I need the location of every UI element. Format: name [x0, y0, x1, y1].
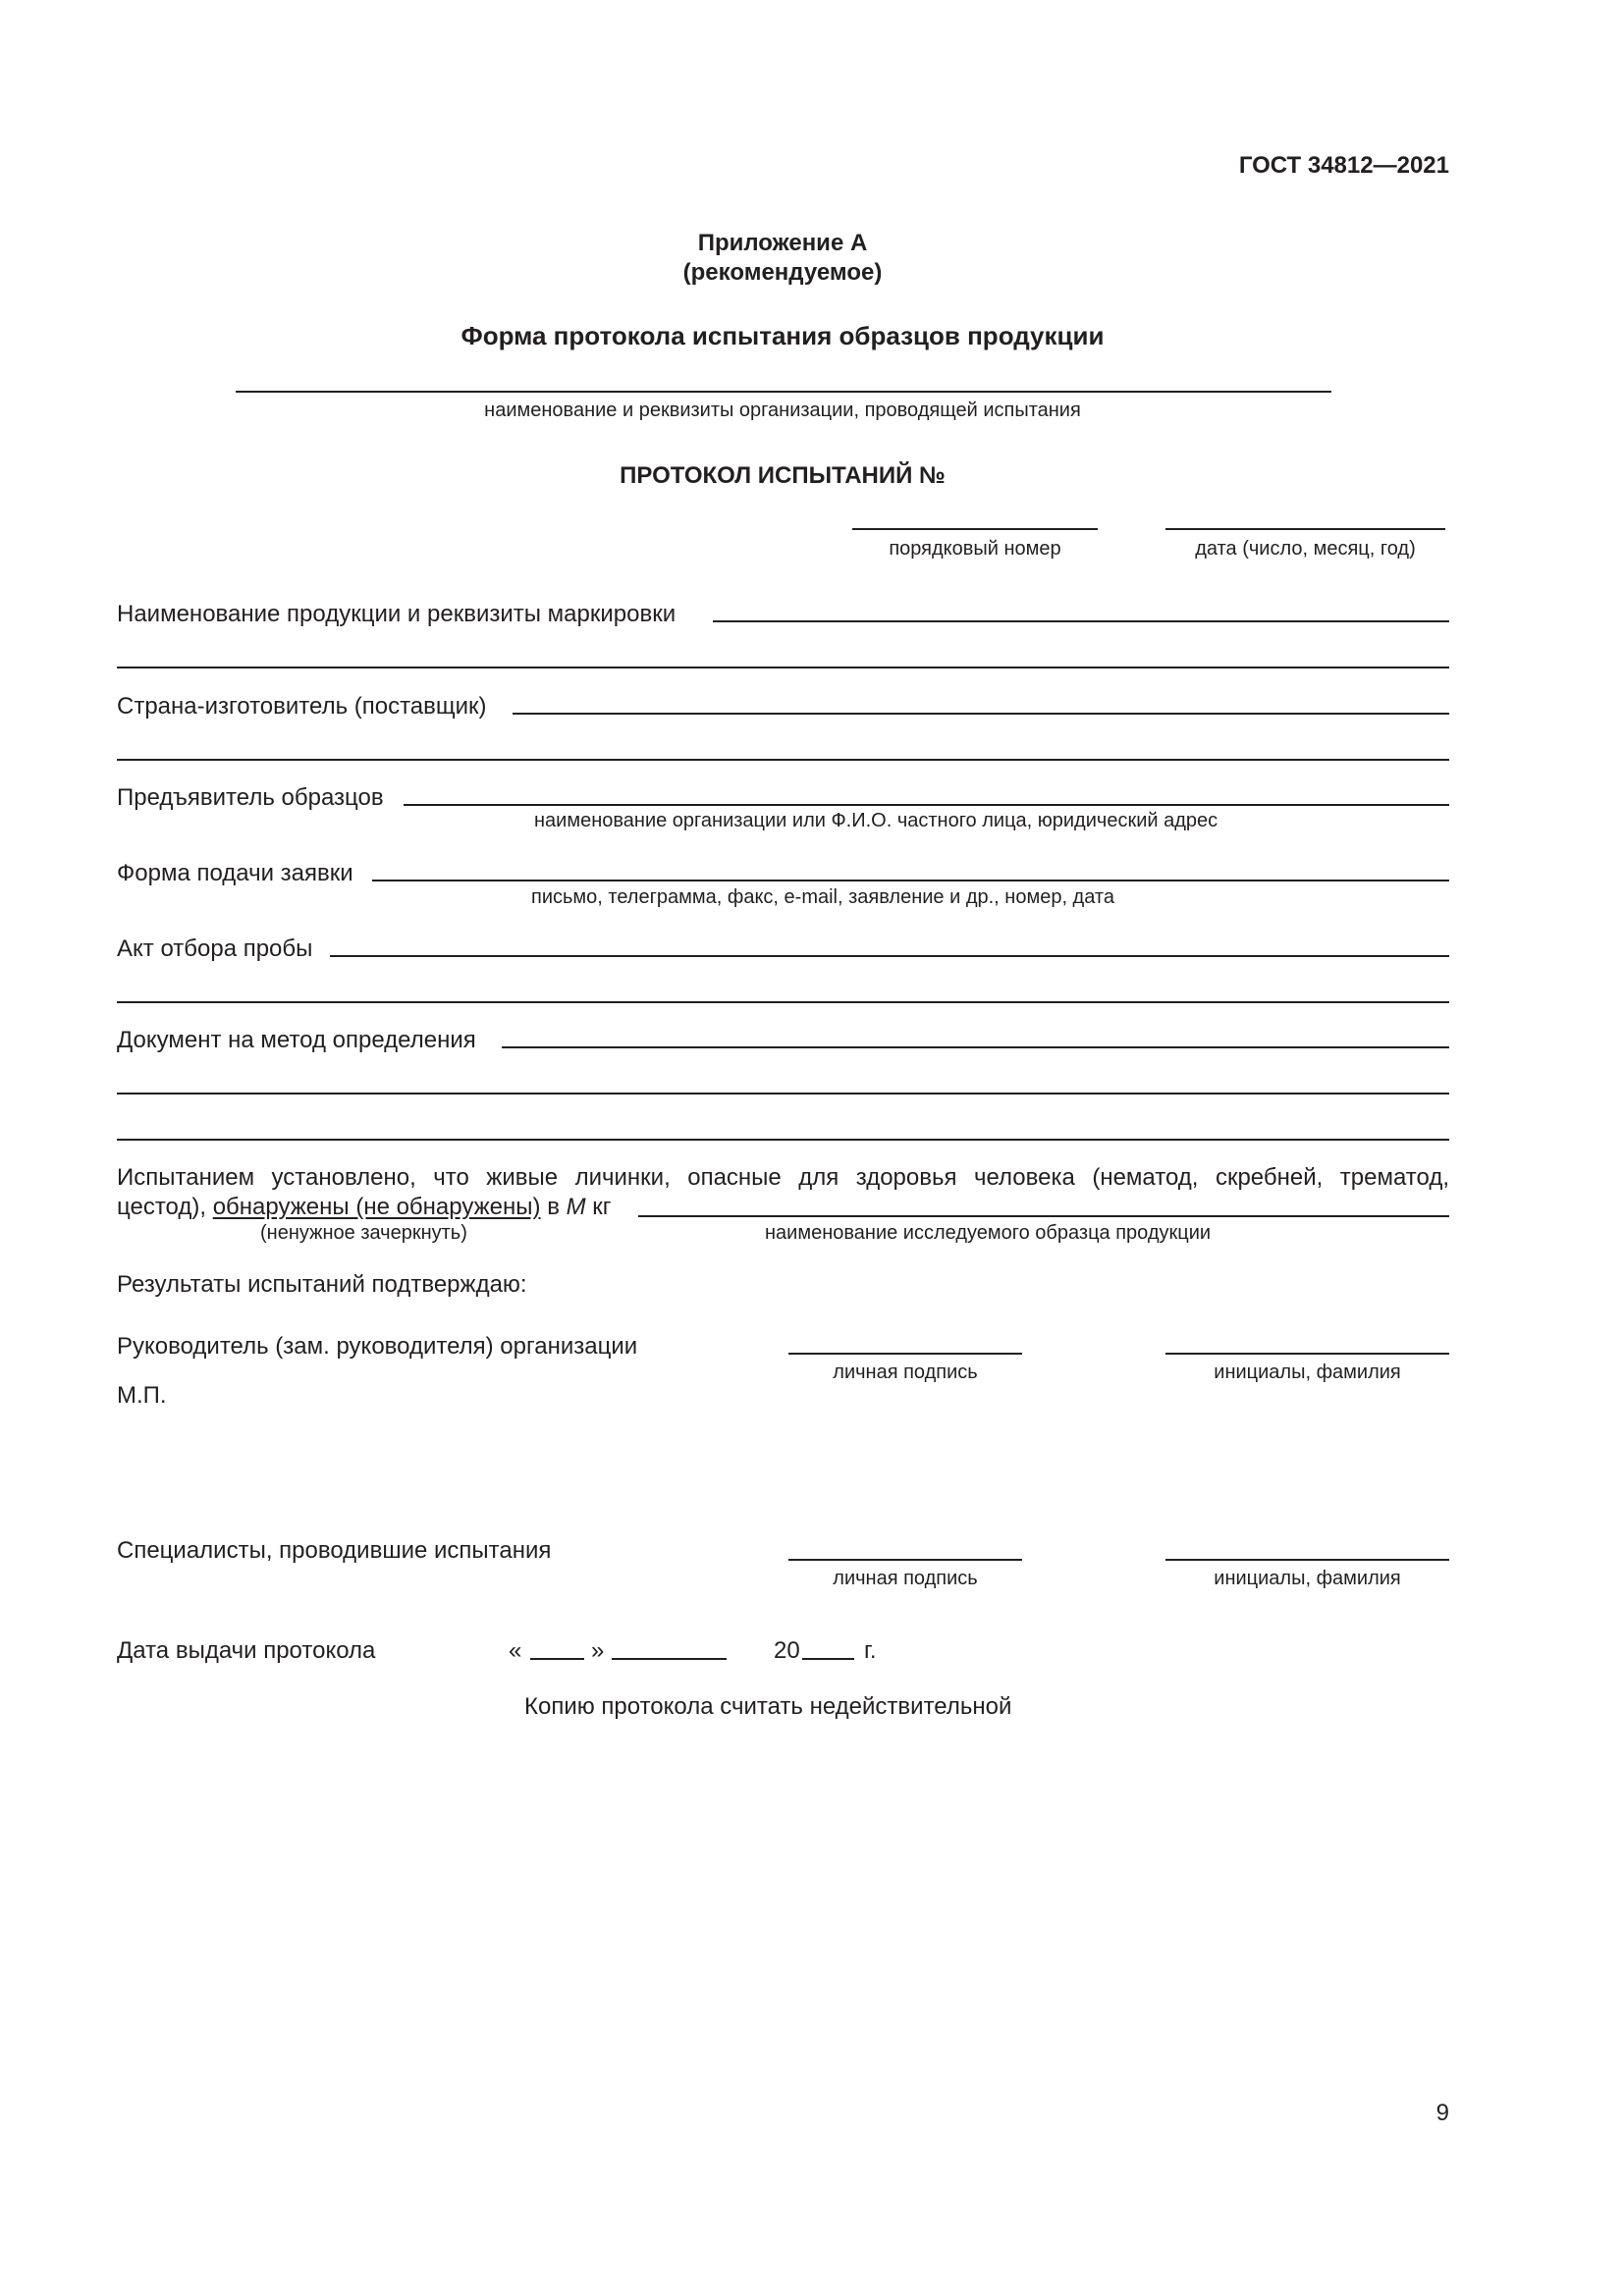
protocol-date-line[interactable] — [1165, 528, 1445, 530]
head-name-caption: инициалы, фамилия — [1214, 1362, 1401, 1383]
specialists-name-caption: инициалы, фамилия — [1214, 1568, 1401, 1589]
appendix-title: Приложение А — [697, 230, 868, 256]
issue-label: Дата выдачи протокола — [117, 1637, 376, 1664]
method-doc-line-2[interactable] — [117, 1093, 1449, 1095]
form-title: Форма протокола испытания образцов продукции — [460, 321, 1105, 350]
number-caption: порядковый номер — [889, 538, 1061, 560]
seal-label: М.П. — [117, 1382, 167, 1409]
head-signature-line[interactable] — [788, 1353, 1022, 1355]
presenter-line[interactable] — [404, 804, 1449, 806]
issue-month-line[interactable] — [612, 1658, 727, 1660]
copy-notice: Копию протокола считать недействительной — [524, 1693, 1012, 1720]
result-prefix: цестод), — [117, 1194, 207, 1220]
presenter-label: Предъявитель образцов — [117, 784, 384, 811]
protocol-number-line[interactable] — [852, 528, 1098, 530]
specialists-name-line[interactable] — [1165, 1559, 1449, 1561]
mass-symbol: M — [566, 1194, 586, 1220]
specialists-label: Специалисты, проводившие испытания — [117, 1537, 552, 1564]
product-label: Наименование продукции и реквизиты маркировки — [117, 601, 677, 627]
year-suffix: г. — [864, 1637, 877, 1664]
close-quote: » — [591, 1637, 605, 1664]
open-quote: « — [509, 1637, 522, 1664]
org-caption: наименование и реквизиты организации, проводящей испытания — [484, 400, 1081, 421]
country-line-1[interactable] — [513, 713, 1449, 715]
application-caption: письмо, телеграмма, факс, e-mail, заявление и др., номер, дата — [531, 886, 1114, 908]
method-doc-line-1[interactable] — [502, 1046, 1449, 1048]
appendix-status: (рекомендуемое) — [682, 259, 883, 286]
result-in: в — [547, 1194, 560, 1220]
issue-day-line[interactable] — [530, 1658, 584, 1660]
head-name-line[interactable] — [1165, 1353, 1449, 1355]
standard-number: ГОСТ 34812—2021 — [1238, 152, 1449, 179]
application-line[interactable] — [372, 880, 1449, 881]
method-doc-line-3[interactable] — [117, 1139, 1449, 1141]
specialists-signature-caption: личная подпись — [833, 1568, 978, 1589]
sample-caption: наименование исследуемого образца продукции — [765, 1222, 1212, 1244]
found-option[interactable]: обнаружены (не обнаружены) — [212, 1194, 541, 1220]
org-line[interactable] — [236, 391, 1331, 393]
sampling-act-line-1[interactable] — [330, 955, 1449, 957]
issue-year-line[interactable] — [802, 1658, 854, 1660]
sampling-act-line-2[interactable] — [117, 1001, 1449, 1003]
product-line-2[interactable] — [117, 667, 1449, 668]
sample-name-line[interactable] — [638, 1215, 1449, 1217]
mass-unit: кг — [592, 1194, 612, 1220]
protocol-title: ПРОТОКОЛ ИСПЫТАНИЙ № — [620, 462, 946, 489]
product-line-1[interactable] — [713, 620, 1449, 622]
page-number: 9 — [1435, 2100, 1449, 2126]
confirm-text: Результаты испытаний подтверждаю: — [117, 1271, 527, 1298]
method-doc-label: Документ на метод определения — [117, 1027, 476, 1053]
year-prefix: 20 — [774, 1637, 800, 1664]
sampling-act-label: Акт отбора пробы — [117, 935, 313, 962]
country-label: Страна-изготовитель (поставщик) — [117, 693, 487, 720]
application-label: Форма подачи заявки — [117, 860, 353, 886]
result-line-1 — [117, 1164, 1449, 1192]
result-line-2 — [117, 1194, 612, 1221]
strike-caption: (ненужное зачеркнуть) — [260, 1222, 467, 1244]
date-caption: дата (число, месяц, год) — [1195, 538, 1416, 560]
head-label: Руководитель (зам. руководителя) организации — [117, 1333, 638, 1360]
head-signature-caption: личная подпись — [833, 1362, 978, 1383]
presenter-caption: наименование организации или Ф.И.О. частного лица, юридический адрес — [534, 810, 1218, 831]
result-text-1: Испытанием установлено, что живые личинки, опасные для здоровья человека (нематод, скребней, трематод, — [117, 1164, 1449, 1191]
specialists-signature-line[interactable] — [788, 1559, 1022, 1561]
country-line-2[interactable] — [117, 759, 1449, 761]
